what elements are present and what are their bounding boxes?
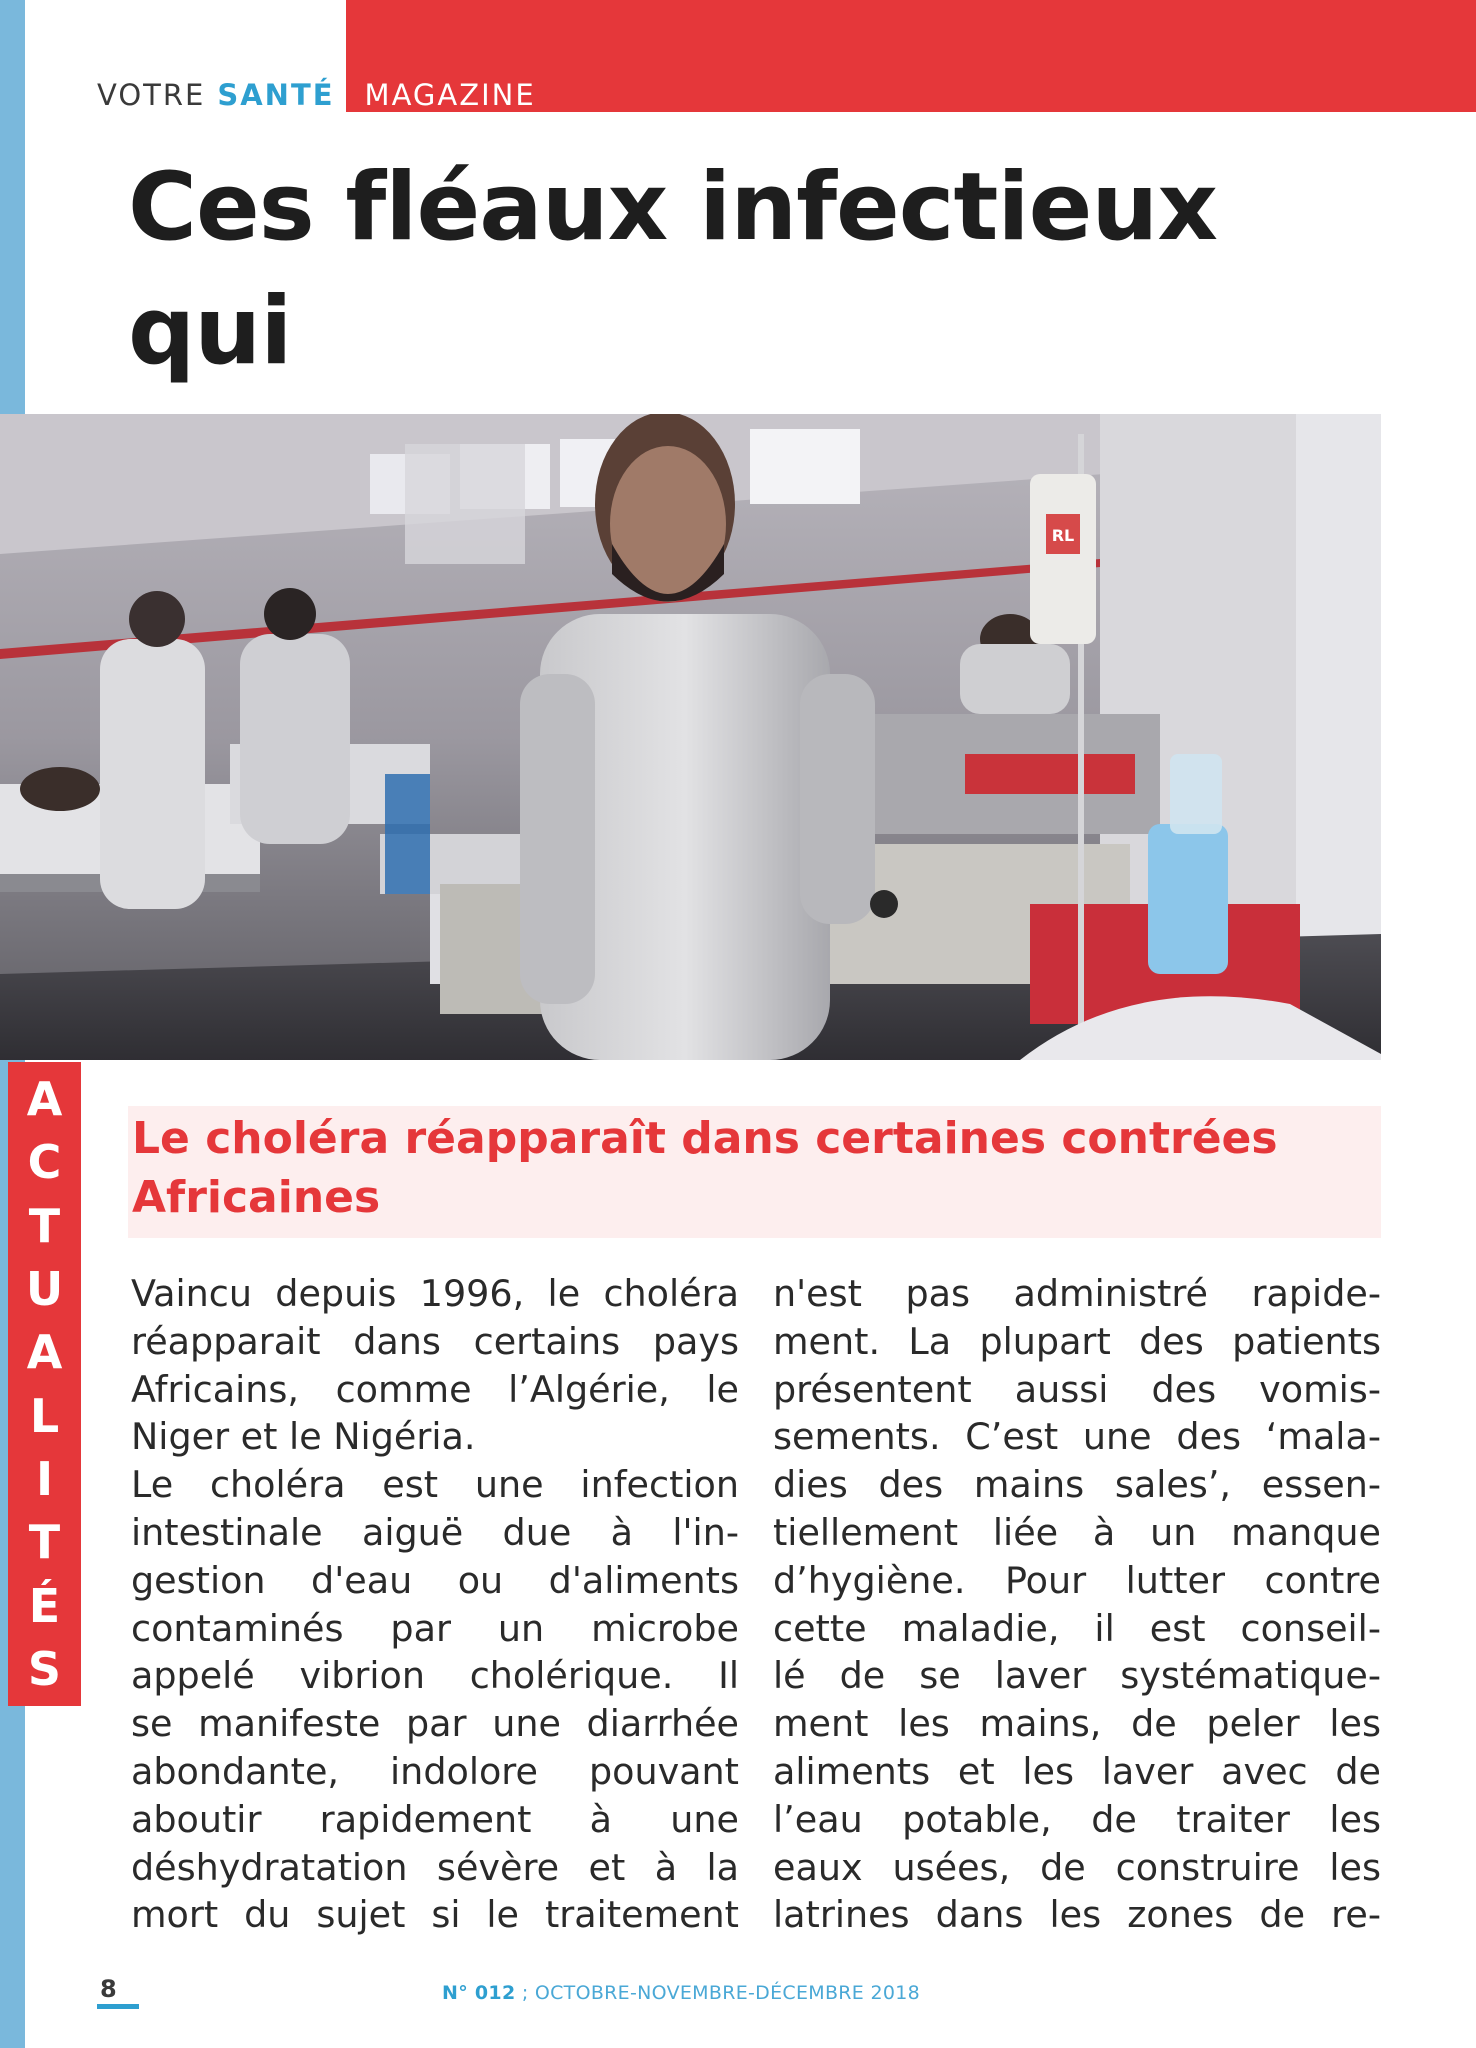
page-number-underline [97, 2004, 139, 2009]
title-line-1: Ces fléaux infectieux qui [128, 153, 1217, 386]
section-tab-letter: É [28, 1578, 61, 1633]
section-tab-letter: A [26, 1325, 63, 1380]
text-line: se manifeste par une diarrhée [131, 1702, 739, 1746]
text-line: l’eau potable, de traiter les [773, 1797, 1381, 1841]
section-tab-actualites [8, 1062, 81, 1706]
text-line: contaminés par un microbe [131, 1606, 739, 1650]
text-line: sements. C’est une des ‘mala- [773, 1415, 1381, 1459]
article-column-right [773, 1270, 1381, 1939]
text-line: mort du sujet si le traitement [131, 1893, 739, 1937]
text-line: réapparait dans certains pays [131, 1319, 739, 1363]
hospital-ward-photo [0, 414, 1381, 1060]
text-line: latrines dans les zones de re- [773, 1893, 1381, 1937]
text-line: Vaincu depuis 1996, le choléra [131, 1272, 739, 1315]
text-line: appelé vibrion cholérique. Il [131, 1654, 739, 1698]
section-tab-letter: I [35, 1451, 54, 1506]
magazine-header [97, 78, 536, 112]
iv-bag-label: RL [1051, 526, 1075, 545]
text-line: eaux usées, de construire les [773, 1845, 1381, 1889]
text-line: lé de se laver systématique- [773, 1654, 1381, 1698]
section-tab-letter: U [25, 1261, 64, 1316]
text-line: dies des mains sales’, essen- [773, 1463, 1381, 1507]
text-line: aliments et les laver avec de [773, 1749, 1381, 1793]
text-line: n'est pas administré rapide- [773, 1272, 1381, 1315]
text-line: ment les mains, de peler les [773, 1702, 1381, 1746]
article-column-left [131, 1270, 739, 1939]
text-line: présentent aussi des vomis- [773, 1367, 1381, 1411]
text-line: Africains, comme l’Algérie, le [131, 1367, 739, 1411]
page-number: 8 [100, 1975, 117, 2003]
subhead-line-1: Le choléra réapparaît dans certaines contrées [132, 1113, 1278, 1164]
section-tab-letter: L [29, 1388, 60, 1443]
text-line: tiellement liée à un manque [773, 1510, 1381, 1554]
section-tab-letter: T [28, 1198, 61, 1253]
text-line: intestinale aiguë due à l'in- [131, 1510, 739, 1554]
header-sante: SANTÉ [217, 78, 335, 112]
text-line: Le choléra est une infection [131, 1463, 739, 1507]
issue-period: ; OCTOBRE-NOVEMBRE-DÉCEMBRE 2018 [515, 1982, 921, 2004]
text-line: d’hygiène. Pour lutter contre [773, 1558, 1381, 1602]
text-line: cette maladie, il est conseil- [773, 1606, 1381, 1650]
text-line: abondante, indolore pouvant [131, 1749, 739, 1793]
text-line: Niger et le Nigéria. [131, 1415, 476, 1459]
text-line: gestion d'eau ou d'aliments [131, 1558, 739, 1602]
text-line: aboutir rapidement à une [131, 1797, 739, 1841]
header-magazine: MAGAZINE [364, 78, 536, 112]
header-votre: VOTRE [97, 78, 206, 112]
section-tab-letter: T [28, 1515, 61, 1570]
photo-illustration [0, 414, 1381, 1060]
issue-footer [442, 1982, 920, 2004]
section-tab-letter: S [27, 1641, 62, 1696]
text-line: ment. La plupart des patients [773, 1319, 1381, 1363]
section-tab-letter: A [26, 1072, 63, 1126]
article-subheading [132, 1109, 1332, 1227]
subhead-line-2: Africaines [132, 1172, 381, 1223]
text-line: déshydratation sévère et à la [131, 1845, 739, 1889]
section-tab-letter: C [27, 1135, 62, 1190]
issue-number: N° 012 [442, 1982, 516, 2004]
